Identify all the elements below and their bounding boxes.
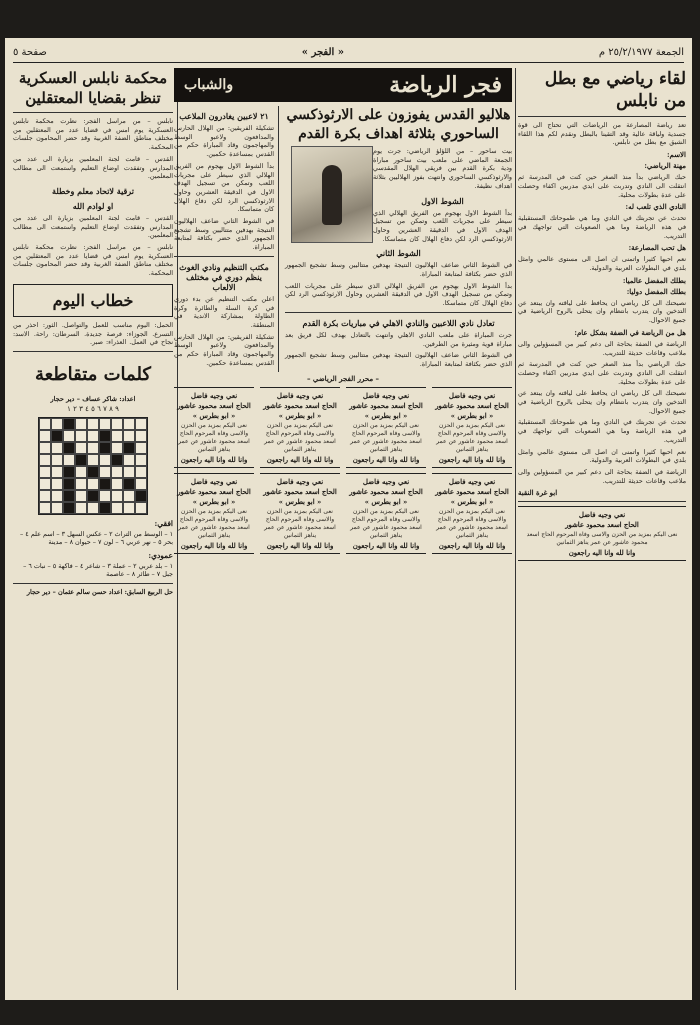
obituary-title: نعي وجيه فاضل: [190, 476, 238, 486]
obituary-title: نعي وجيه فاضل: [362, 390, 410, 400]
sports-top-area: [174, 106, 512, 372]
crossword-cell[interactable]: [123, 490, 135, 502]
side-body: تشكيلة الفريقين: من الهلال الحارس والمدافعون ولاعبو الوسط والمهاجمون وقاد المباراة حكم من القدس بمساعدة حكمين.: [174, 124, 274, 159]
league-box-headline: مكتب التنظيم ونادي الغوث ينظم دوري في مختلف الالعاب: [179, 261, 269, 292]
obituary-title: نعي وجيه فاضل: [276, 390, 324, 400]
down-clues: ١ – بلد عربي ٢ – عملة ٣ – شاعر ٤ – فاكهة ٥ – نبات ٦ – جبل ٧ – طائر ٨ – عاصمة: [23, 561, 173, 579]
interview-answer: الرياضة في الضفة بحاجة الى دعم كبير من المسؤولين والى ملاعب وقاعات حديثة للتدريب.: [518, 339, 686, 357]
obituary-closing: وانا لله وانا اليه راجعون: [568, 549, 636, 558]
teachers-subhead: ترقية لاتحاد معلم وخطلة: [52, 185, 134, 196]
crossword-cell[interactable]: [135, 442, 147, 454]
interview-column: [518, 68, 686, 992]
crossword-cell[interactable]: [135, 418, 147, 430]
crossword-cell[interactable]: [123, 478, 135, 490]
crossword-cell[interactable]: [99, 418, 111, 430]
obituary-kunya: « ابو بطرس »: [278, 497, 322, 506]
obituary-notice: [346, 387, 426, 468]
obituary-kunya: « ابو بطرس »: [450, 411, 494, 420]
obituary-title: نعي وجيه فاضل: [276, 476, 324, 486]
header-page-number: صفحة ٥: [13, 46, 47, 58]
crossword-cell[interactable]: [135, 454, 147, 466]
crossword-cell[interactable]: [63, 418, 75, 430]
court-lead: نابلس – من مراسل الفجر: نظرت محكمة نابلس العسكرية يوم امس في قضايا عدد من المعتقلين من مختلف مناطق الضفة الغربية وقد حضر المحامون جلسات المحكمة.: [13, 117, 173, 152]
crossword-cell[interactable]: [123, 502, 135, 514]
interview-question: النادي الذي تلعب له:: [625, 202, 686, 212]
interview-question: بطلك المفضل دوليا:: [626, 286, 686, 296]
interview-question: مهنة الرياضي:: [644, 161, 686, 171]
obituary-body: نعى اليكم بمزيد من الحزن والاسى وفاة المرحوم الحاج اسعد محمود عاشور عن عمر يناهز الثمانين: [350, 421, 422, 453]
crossword-cell[interactable]: [135, 466, 147, 478]
crossword-cell[interactable]: [123, 454, 135, 466]
divider: [13, 351, 173, 352]
teachers-quote: او لوادم الله: [72, 200, 114, 211]
obituary-title: نعي وجيه فاضل: [448, 476, 496, 486]
match-subhead: تعادل نادي اللاعبين والنادي الاهلي في مباريات بكرة القدم: [302, 317, 495, 328]
teachers-body: نابلس – من مراسل الفجر: نظرت محكمة نابلس العسكرية يوم امس في قضايا عدد من المعتقلين من مختلف مناطق الضفة الغربية وقد حضر المحامون جلسات المحكمة.: [13, 243, 173, 278]
crossword-cell[interactable]: [39, 454, 51, 466]
obituary-name: الحاج اسعد محمود عاشور: [435, 487, 509, 496]
divider: [13, 112, 173, 113]
crossword-cell[interactable]: [99, 478, 111, 490]
football-article: [285, 106, 512, 372]
interview-headline: لقاء رياضي مع بطل من نابلس: [544, 69, 686, 111]
crossword-cell[interactable]: [123, 418, 135, 430]
obituary-closing: وانا لله وانا اليه راجعون: [352, 541, 420, 550]
divider: [13, 583, 173, 584]
obituary-name: الحاج اسعد محمود عاشور: [435, 401, 509, 410]
crossword-cell[interactable]: [87, 466, 99, 478]
interview-answer: تحدث عن تجربتك في النادي وما هي طموحاتك المستقبلية في هذه الرياضة وما هي الصعوبات التي تواجهك في التدريب.: [518, 418, 686, 444]
football-body: بدأ الشوط الاول بهجوم من الفريق الهلالي الذي سيطر على مجريات اللعب وتمكن من تسجيل الهدف الاول في الدقيقة العشرين وحاول الارثوذكسي الرد لكن دفاع الهلال كان متماسكا.: [373, 208, 512, 243]
court-lead: القدس – قامت لجنة المعلمين بزيارة الى عدد من المدارس وتفقدت اوضاع التعليم واستمعت الى مطالب المعلمين.: [13, 154, 173, 181]
obituary-name: الحاج اسعد محمود عاشور: [263, 401, 337, 410]
interview-answer: حبك الرياضي بدأ منذ الصغر حين كنت في المدرسة ثم انتقلت الى النادي وتدربت على ايدي مدربين اكفاء وحصلت على عدة بطولات محلية.: [518, 360, 686, 386]
obituary-notice: [174, 473, 254, 554]
obituary-body: نعى اليكم بمزيد من الحزن والاسى وفاة المرحوم الحاج اسعد محمود عاشور عن عمر يناهز الثمانين: [436, 421, 508, 453]
crossword-cell[interactable]: [111, 442, 123, 454]
crossword-cell[interactable]: [111, 502, 123, 514]
obituary-body: نعى اليكم بمزيد من الحزن والاسى وفاة المرحوم الحاج اسعد محمود عاشور عن عمر يناهز الثمانين: [178, 507, 250, 539]
crossword-cell[interactable]: [87, 442, 99, 454]
football-body: في الشوط الثاني ضاعف الهلاليون النتيجة بهدفين متتاليين وسط تشجيع الجمهور الذي حضر بكثافة لمتابعة المباراة.: [285, 261, 512, 279]
crossword-cell[interactable]: [99, 442, 111, 454]
interview-question: الاسم:: [666, 150, 686, 160]
interview-answer: نصيحتك الى كل رياضي ان يحافظ على لياقته وان يبتعد عن التدخين وان يتدرب بانتظام وان يتحلى بالروح الرياضية في جميع الاحوال.: [518, 389, 686, 415]
crossword-cell[interactable]: [111, 478, 123, 490]
crossword-cell[interactable]: [111, 454, 123, 466]
obituary-notice: [260, 473, 340, 554]
crossword-cell[interactable]: [63, 466, 75, 478]
football-subhead: الشوط الثاني: [376, 248, 421, 259]
league-box-body: تشكيلة الفريقين: من الهلال الحارس والمدافعون ولاعبو الوسط والمهاجمون وقاد المباراة حكم من القدس بمساعدة حكمين.: [174, 332, 274, 367]
down-heading: عمودي:: [148, 550, 173, 560]
crossword-cell[interactable]: [51, 466, 63, 478]
interview-question: هل من الرياضة في الضفة بشكل عام:: [574, 327, 686, 337]
crossword-cell[interactable]: [123, 430, 135, 442]
interview-signature: ابو غرة النقبة: [518, 488, 558, 498]
football-body: بدأ الشوط الاول بهجوم من الفريق الهلالي الذي سيطر على مجريات اللعب وتمكن من تسجيل الهدف الاول في الدقيقة العشرين وحاول الارثوذكسي الرد لكن دفاع الهلال كان متماسكا.: [285, 281, 512, 308]
crossword-cell[interactable]: [87, 490, 99, 502]
crossword-cell[interactable]: [39, 478, 51, 490]
across-clues: ١ – الوسط من التراث ٢ – عكس السهل ٣ – اسم علم ٤ – بحر ٥ – نهر عربي ٦ – لون ٧ – حيوان ٨ – مدينة: [20, 529, 173, 547]
obituary-closing: وانا لله وانا اليه راجعون: [352, 455, 420, 464]
obituary-kunya: « ابو بطرس »: [364, 497, 408, 506]
crossword-title: كلمات متقاطعة: [35, 363, 151, 385]
column-divider: [515, 68, 516, 990]
interview-intro: تعد رياضة المصارعة من الرياضات التي تحتاج الى قوة جسدية ولياقة عالية وقد التقينا بالبطل ونقدم لكم هذا اللقاء الشيق مع بطل من نابلس.: [518, 121, 686, 147]
crossword-cell[interactable]: [51, 418, 63, 430]
obituary-title: نعي وجيه فاضل: [190, 390, 238, 400]
divider: [518, 116, 686, 117]
obituary-closing: وانا لله وانا اليه راجعون: [266, 541, 334, 550]
crossword-cell[interactable]: [111, 418, 123, 430]
obituary-name: الحاج اسعد محمود عاشور: [263, 487, 337, 496]
crossword-cell[interactable]: [63, 442, 75, 454]
crossword-cell[interactable]: [63, 502, 75, 514]
horoscope-title: خطاب اليوم: [13, 284, 173, 317]
obituary-kunya: « ابو بطرس »: [192, 411, 236, 420]
obituary-notice: [432, 387, 512, 468]
crossword-cell[interactable]: [123, 466, 135, 478]
obituary-closing: وانا لله وانا اليه راجعون: [438, 541, 506, 550]
crossword-cell[interactable]: [51, 454, 63, 466]
obituary-notice: [174, 387, 254, 468]
obituary-kunya: « ابو بطرس »: [450, 497, 494, 506]
crossword-cell[interactable]: [99, 466, 111, 478]
obituary-name: الحاج اسعد محمود عاشور: [349, 487, 423, 496]
football-lead: بيت ساحور – من اللؤلؤ الرياضي: جرت يوم الجمعة الماضي على ملعب بيت ساحور مباراة ودية بكرة القدم بين فريقي الهلال المقدسي والارثوذكسي الساحوري وانتهت بفوز الهلاليين بثلاثة اهداف نظيفة.: [373, 147, 512, 190]
crossword-grid-wrapper: [13, 417, 173, 515]
match-body: في الشوط الثاني ضاعف الهلاليون النتيجة بهدفين متتاليين وسط تشجيع الجمهور الذي حضر بكثافة لمتابعة المباراة.: [285, 351, 512, 368]
crossword-cell[interactable]: [99, 454, 111, 466]
obituary-grid: [174, 387, 512, 559]
crossword-cell[interactable]: [39, 430, 51, 442]
crossword-cell[interactable]: [111, 490, 123, 502]
crossword-cell[interactable]: [75, 454, 87, 466]
obituary-notice: [518, 506, 686, 561]
obituary-closing: وانا لله وانا اليه راجعون: [180, 541, 248, 550]
side-body: بدأ الشوط الاول بهجوم من الفريق الهلالي الذي سيطر على مجريات اللعب وتمكن من تسجيل الهدف الاول في الدقيقة العشرين وحاول الارثوذكسي الرد لكن دفاع الهلال كان متماسكا.: [174, 161, 274, 214]
football-subhead: الشوط الاول: [421, 195, 464, 206]
obituary-body: نعى اليكم بمزيد من الحزن والاسى وفاة المرحوم الحاج اسعد محمود عاشور عن عمر يناهز الثمانين: [178, 421, 250, 453]
news-column: [13, 68, 173, 992]
crossword-cell[interactable]: [99, 502, 111, 514]
divider: [285, 312, 512, 313]
crossword-cell[interactable]: [63, 478, 75, 490]
teachers-body: القدس – قامت لجنة المعلمين بزيارة الى عدد من المدارس وتفقدت اوضاع التعليم واستمعت الى مطالب المعلمين.: [13, 213, 173, 240]
crossword-cell[interactable]: [75, 490, 87, 502]
match-body: جرت المباراة على ملعب النادي الاهلي وانتهت بالتعادل بهدف لكل فريق بعد مباراة قوية ومثيرة من الطرفين.: [285, 330, 512, 348]
obituary-notice: [260, 387, 340, 468]
previous-solution: حل الربيع السابق: اعداد حسن سالم عثمان – دير حجار: [26, 587, 173, 596]
obituary-title: نعي وجيه فاضل: [578, 510, 626, 520]
interview-answer: تحدث عن تجربتك في النادي وما هي طموحاتك المستقبلية في هذه الرياضة وما هي الصعوبات التي تواجهك في التدريب.: [518, 214, 686, 240]
crossword-cell[interactable]: [75, 418, 87, 430]
crossword-cell[interactable]: [39, 490, 51, 502]
divider: [174, 256, 274, 257]
crossword-cell[interactable]: [75, 466, 87, 478]
crossword-cell[interactable]: [87, 418, 99, 430]
crossword-cell[interactable]: [99, 430, 111, 442]
crossword-cell[interactable]: [75, 502, 87, 514]
crossword-cell[interactable]: [39, 466, 51, 478]
crossword-cell[interactable]: [87, 430, 99, 442]
interview-answer: الرياضة في الضفة بحاجة الى دعم كبير من المسؤولين والى ملاعب وقاعات حديثة للتدريب.: [518, 467, 686, 485]
obituary-closing: وانا لله وانا اليه راجعون: [266, 455, 334, 464]
crossword-cell[interactable]: [87, 454, 99, 466]
crossword-cell[interactable]: [135, 502, 147, 514]
obituary-notice: [432, 473, 512, 554]
side-body: في الشوط الثاني ضاعف الهلاليون النتيجة بهدفين متتاليين وسط تشجيع الجمهور الذي حضر بكثافة لمتابعة المباراة.: [174, 217, 274, 252]
crossword-cell[interactable]: [99, 490, 111, 502]
interview-question: بطلك المفضل عالميا:: [622, 275, 686, 285]
obituary-body: نعى اليكم بمزيد من الحزن والاسى وفاة المرحوم الحاج اسعد محمود عاشور عن عمر يناهز الثمانين: [264, 507, 336, 539]
obituary-notice: [346, 473, 426, 554]
crossword-cell[interactable]: [75, 442, 87, 454]
interview-answer: نعم احبها كثيرا واتمنى ان اصل الى مستوى عالمي وامثل بلدي في البطولات العربية والدولية.: [518, 255, 686, 273]
crossword-cell[interactable]: [135, 490, 147, 502]
football-headline-line1: هلاليو القدس يفوزون على الارثوذكسي: [286, 107, 511, 123]
obituary-name: الحاج اسعد محمود عاشور: [349, 401, 423, 410]
sports-banner: [174, 68, 512, 102]
crossword-cell[interactable]: [75, 478, 87, 490]
crossword-cell[interactable]: [111, 430, 123, 442]
crossword-cell[interactable]: [39, 502, 51, 514]
crossword-cell[interactable]: [51, 502, 63, 514]
obituary-kunya: « ابو بطرس »: [278, 411, 322, 420]
sports-banner-subtitle: والشباب: [184, 77, 234, 93]
obituary-body: نعى اليكم بمزيد من الحزن والاسى وفاة المرحوم الحاج اسعد محمود عاشور عن عمر يناهز الثمانين: [264, 421, 336, 453]
obituary-body: نعى اليكم بمزيد من الحزن والاسى وفاة المرحوم الحاج اسعد محمود عاشور عن عمر يناهز الثمانين: [526, 531, 678, 547]
page-header: [13, 42, 684, 63]
interview-question: هل تحب المصارعة:: [628, 243, 686, 253]
crossword-author: اعداد: شاكر عساف – دير حجار: [50, 394, 136, 403]
court-headline: محكمة نابلس العسكرية تنظر بقضايا المعتقلين: [18, 69, 168, 107]
obituary-name: الحاج اسعد محمود عاشور: [177, 487, 251, 496]
obituary-title: نعي وجيه فاضل: [362, 476, 410, 486]
header-date: الجمعة ٢٥/٢/١٩٧٧ م: [598, 46, 684, 58]
obituary-closing: وانا لله وانا اليه راجعون: [180, 455, 248, 464]
obituary-closing: وانا لله وانا اليه راجعون: [438, 455, 506, 464]
header-paper-name: « الفجر »: [301, 46, 345, 58]
obituary-kunya: « ابو بطرس »: [192, 497, 236, 506]
sports-banner-title: فجر الرياضة: [389, 72, 502, 98]
obituary-body: نعى اليكم بمزيد من الحزن والاسى وفاة المرحوم الحاج اسعد محمود عاشور عن عمر يناهز الثمانين: [350, 507, 422, 539]
crossword-cell[interactable]: [39, 418, 51, 430]
crossword-cell[interactable]: [39, 442, 51, 454]
interview-answer: حبك الرياضي بدأ منذ الصغر حين كنت في المدرسة ثم انتقلت الى النادي وتدربت على ايدي مدربين اكفاء وحصلت على عدة بطولات محلية.: [518, 173, 686, 199]
sports-section: [174, 68, 512, 992]
crossword-cell[interactable]: [51, 490, 63, 502]
crossword-cell[interactable]: [51, 430, 63, 442]
newspaper-page: [5, 38, 692, 1000]
sports-editor-sign: – محرر الفجر الرياضي –: [306, 373, 380, 383]
interview-answer: نصيحتك الى كل رياضي ان يحافظ على لياقته وان يبتعد عن التدخين وان يتدرب بانتظام وان يتحلى بالروح الرياضية في جميع الاحوال.: [518, 298, 686, 325]
crossword-cell[interactable]: [135, 478, 147, 490]
obituary-title: نعي وجيه فاضل: [448, 390, 496, 400]
across-heading: افقي:: [154, 518, 173, 528]
crossword-cell[interactable]: [51, 478, 63, 490]
wrestler-photo: [291, 146, 373, 243]
horoscope-body: الحمل: اليوم مناسب للعمل والتواصل. الثور: احذر من التسرع. الجوزاء: فرصة جديدة. السرطان: راحة. الاسد: نجاح في العمل. العذراء: صبر.: [13, 320, 173, 347]
crossword-column-numbers: ٩ ٨ ٧ ٦ ٥ ٤ ٣ ٢ ١: [67, 404, 119, 413]
league-box-body: اعلن مكتب التنظيم عن بدء دوري في كرة السلة والطائرة وكرة الطاولة بمشاركة الاندية في المنطقة.: [174, 294, 274, 329]
crossword-cell[interactable]: [123, 442, 135, 454]
crossword-cell[interactable]: [135, 430, 147, 442]
crossword-cell[interactable]: [63, 490, 75, 502]
sports-side-column: [174, 106, 279, 372]
crossword-cell[interactable]: [87, 478, 99, 490]
obituary-kunya: « ابو بطرس »: [364, 411, 408, 420]
interview-answer: نعم احبها كثيرا واتمنى ان اصل الى مستوى عالمي وامثل بلدي في البطولات العربية والدولية.: [518, 447, 686, 465]
crossword-cell[interactable]: [51, 442, 63, 454]
crossword-cell[interactable]: [75, 430, 87, 442]
football-headline-line2: الساحوري بثلاثة اهداف بكرة القدم: [298, 126, 499, 142]
obituary-name: الحاج اسعد محمود عاشور: [177, 401, 251, 410]
crossword-cell[interactable]: [111, 466, 123, 478]
crossword-grid[interactable]: [38, 417, 148, 515]
crossword-cell[interactable]: [63, 454, 75, 466]
side-headline: ٢١ لاعبين يغادرون الملاعب: [179, 111, 269, 121]
obituary-name: الحاج اسعد محمود عاشور: [565, 521, 639, 530]
crossword-cell[interactable]: [63, 430, 75, 442]
crossword-cell[interactable]: [87, 502, 99, 514]
obituary-body: نعى اليكم بمزيد من الحزن والاسى وفاة المرحوم الحاج اسعد محمود عاشور عن عمر يناهز الثمانين: [436, 507, 508, 539]
divider: [518, 501, 686, 502]
